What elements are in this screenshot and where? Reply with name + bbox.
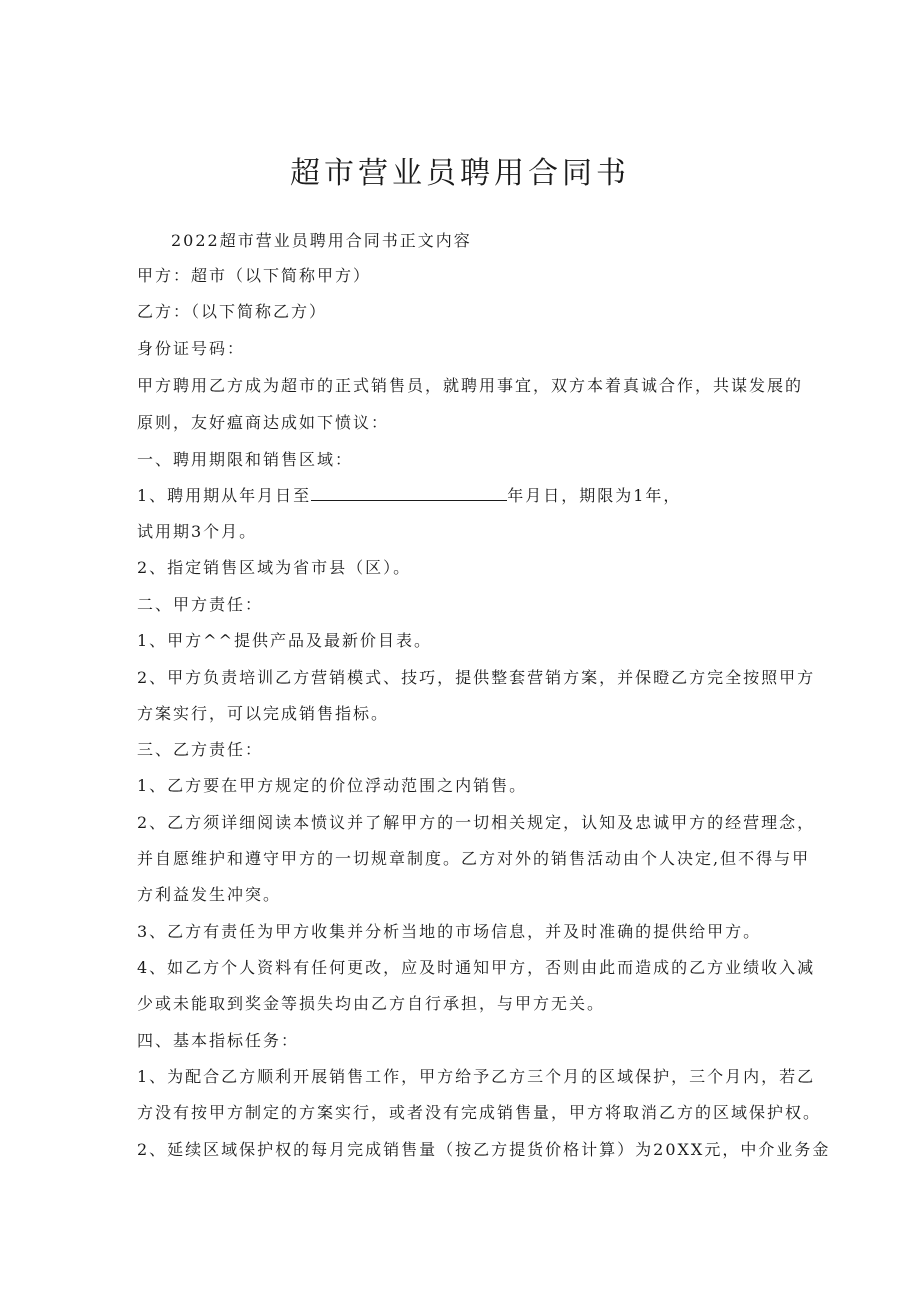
section-3-item-4-a: 4、如乙方个人资料有任何更改，应及时通知甲方，否则由此而造成的乙方业绩收入减	[137, 958, 816, 977]
intro-line-1: 甲方聘用乙方成为超市的正式销售员，就聘用事宜，双方本着真诚合作，共谋发展的	[137, 376, 804, 395]
section-2-item-2-b: 方案实行，可以完成销售指标。	[137, 704, 390, 723]
employment-period-start: 1、聘用期从年月日至	[137, 486, 312, 505]
section-3-item-1: 1、乙方要在甲方规定的价位浮动范围之内销售。	[137, 776, 528, 795]
section-1-item-2: 2、指定销售区域为省市县（区）。	[137, 558, 412, 577]
section-1-heading: 一、聘用期限和销售区域：	[137, 450, 354, 469]
section-3-item-2-b: 并自愿维护和遵守甲方的一切规章制度。乙方对外的销售活动由个人决定,但不得与甲	[137, 849, 811, 868]
section-1-item-1	[137, 486, 681, 506]
employment-period-end: 年月日，期限为1年，	[507, 486, 682, 505]
section-2-item-1: 1、甲方^^提供产品及最新价目表。	[137, 631, 432, 650]
section-3-heading: 三、乙方责任：	[137, 740, 264, 759]
section-4-item-1-a: 1、为配合乙方顺利开展销售工作，甲方给予乙方三个月的区域保护，三个月内，若乙	[137, 1067, 816, 1086]
date-blank-line	[311, 486, 507, 501]
party-a-line: 甲方：超市（以下简称甲方）	[137, 266, 372, 285]
section-3-item-3: 3、乙方有责任为甲方收集并分析当地的市场信息，并及时准确的提供给甲方。	[137, 922, 762, 941]
intro-line-2: 原则，友好瘟商达成如下愤议：	[137, 413, 390, 432]
id-number-line: 身份证号码：	[137, 339, 246, 358]
section-1-item-1-cont: 试用期3个月。	[137, 522, 258, 541]
section-2-heading: 二、甲方责任：	[137, 595, 264, 614]
subtitle: 2022超市营业员聘用合同书正文内容	[171, 231, 472, 250]
section-3-item-2-a: 2、乙方须详细阅读本愤议并了解甲方的一切相关规定，认知及忠诚甲方的经营理念，	[137, 813, 816, 832]
section-4-heading: 四、基本指标任务：	[137, 1031, 300, 1050]
section-3-item-4-b: 少或未能取到奖金等损失均由乙方自行承担，与甲方无关。	[137, 994, 606, 1013]
section-4-item-1-b: 方没有按甲方制定的方案实行，或者没有完成销售量，甲方将取消乙方的区域保护权。	[137, 1103, 822, 1122]
party-b-line: 乙方：（以下简称乙方）	[137, 302, 328, 321]
document-title: 超市营业员聘用合同书	[290, 156, 630, 191]
section-3-item-2-c: 方利益发生冲突。	[137, 885, 282, 904]
section-2-item-2-a: 2、甲方负责培训乙方营销模式、技巧，提供整套营销方案，并保瞪乙方完全按照甲方	[137, 668, 816, 687]
section-4-item-2: 2、延续区域保护权的每月完成销售量（按乙方提货价格计算）为20XX元，中介业务金	[137, 1140, 831, 1159]
